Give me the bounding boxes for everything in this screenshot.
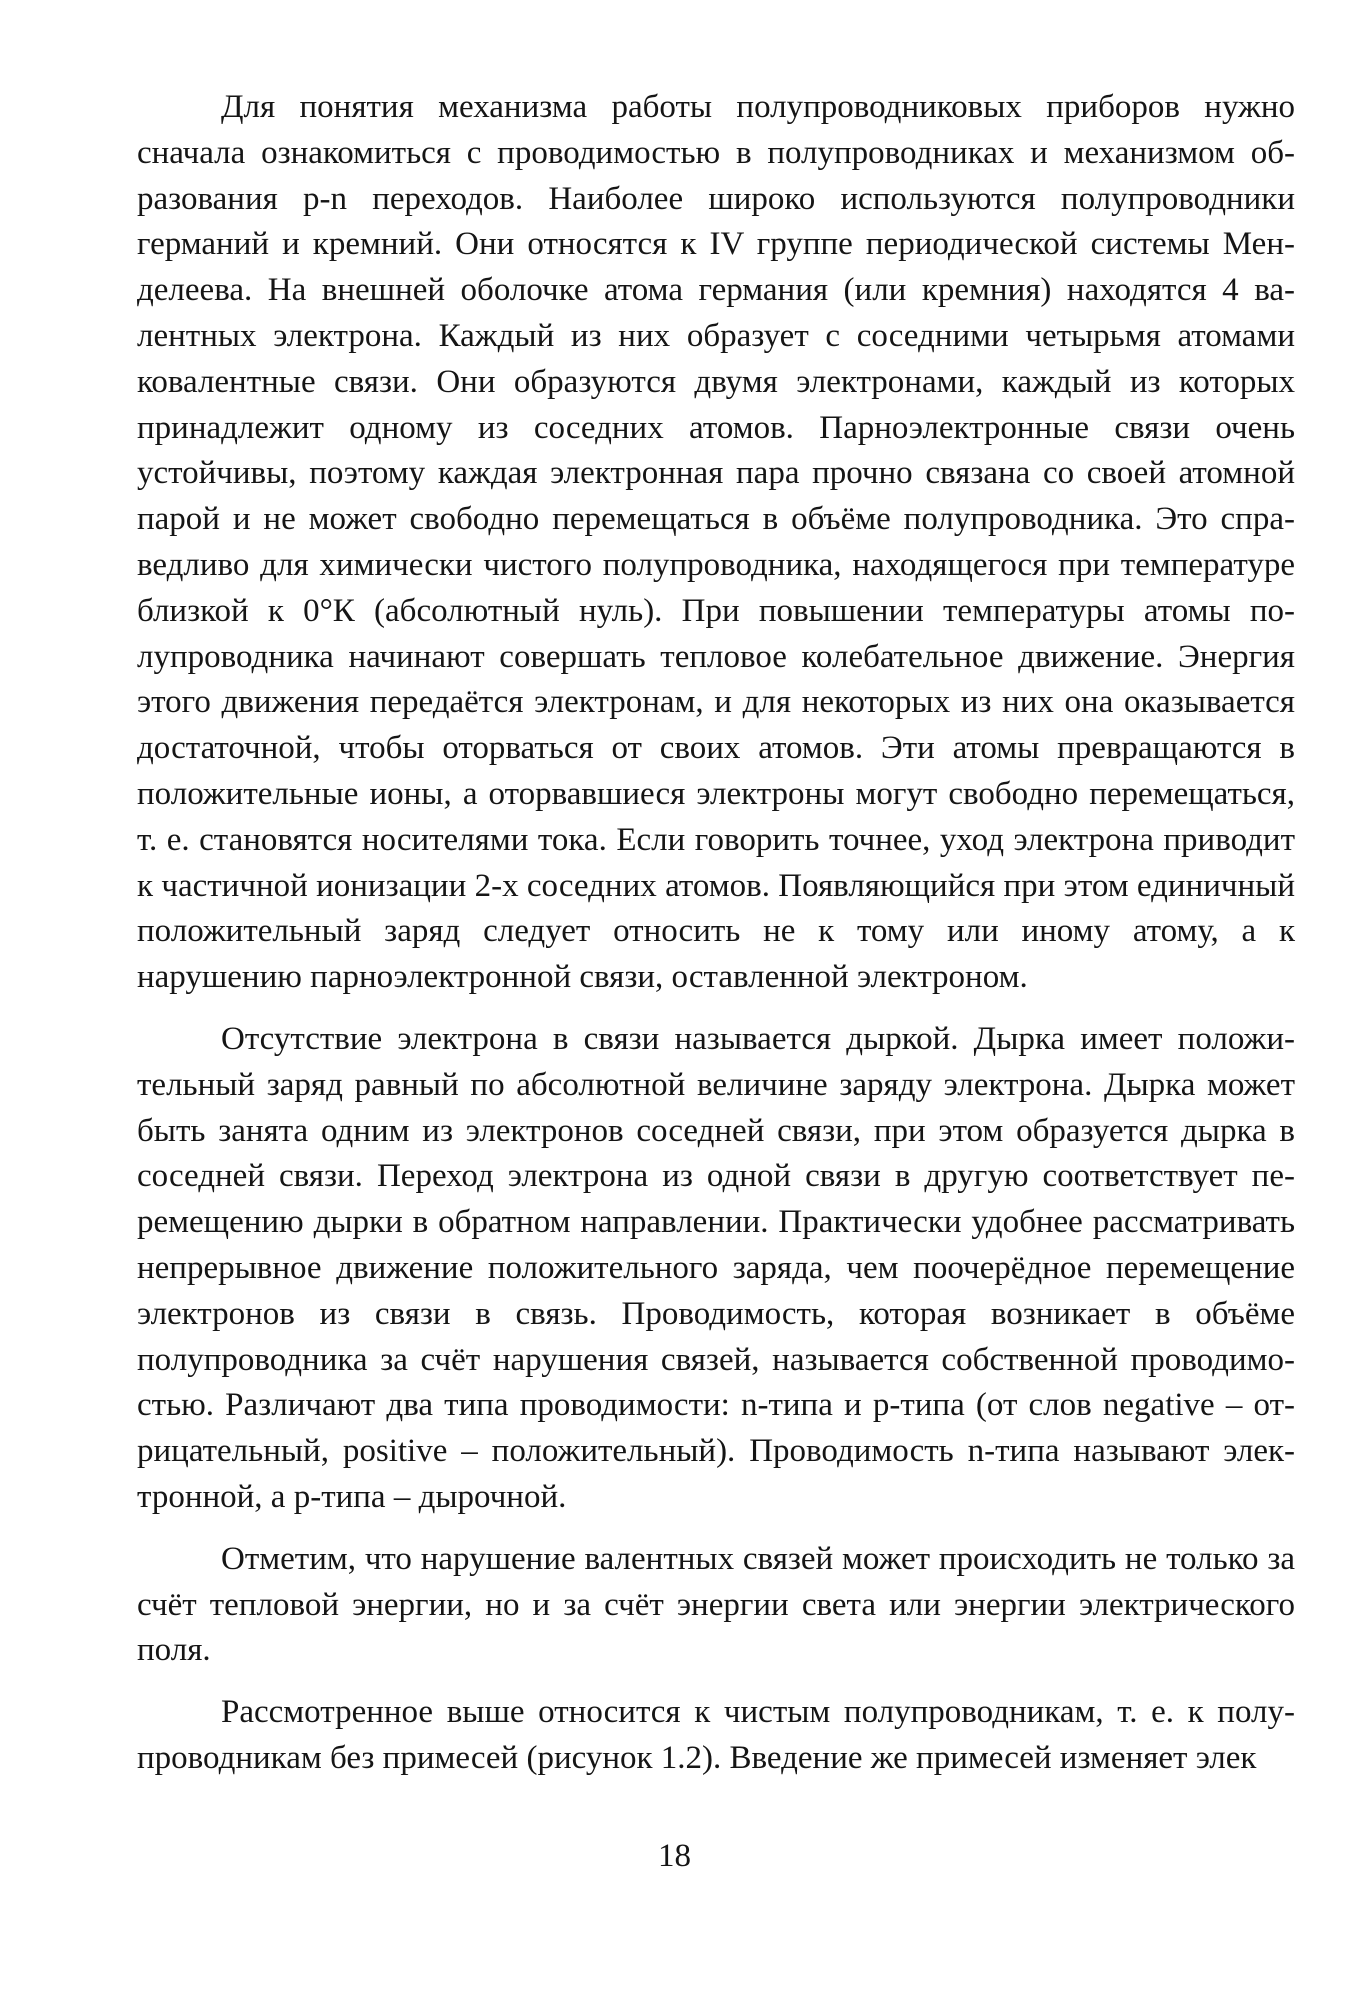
- page-number: 18: [658, 1838, 691, 1874]
- paragraph-3: Отметим, что нарушение валентных связей может происходить не только за счёт тепловой энергии, но и за счёт энергии света или энергии электрического поля.: [137, 1540, 1295, 1669]
- paragraph-4: Рассмотренное выше относится к чистым полупроводникам, т. е. к полупроводникам без примесей (рисунок 1.2). Введение же примесей изменяет элек: [137, 1694, 1295, 1776]
- paragraph-1: Для понятия механизма работы полупроводниковых приборов нужно сначала ознакомиться с проводимостью в полупроводниках и механизмом образования p-n переходов. Наиболее широко используются полупроводники германий и кремний. Они относятся к IV группе периодической системы Менделеева. На внешней оболочке атома германия (или кремния) находятся 4 валентных электрона. Каждый из них образует с соседними четырьмя атомами ковалентные связи. Они образуются двумя электронами, каждый из которых принадлежит одному из соседних атомов. Парноэлектронные связи очень устойчивы, поэтому каждая электронная пара прочно связана со своей атомной парой и не может свободно перемещаться в объёме полупроводника. Это справедливо для химически чистого полупроводника, находящегося при температуре близкой к 0°К (абсолютный нуль). При повышении температуры атомы полупроводника начинают совершать тепловое колебательное движение. Энергия этого движения передаётся электронам, и для некоторых из них она оказывается достаточной, чтобы оторваться от своих атомов. Эти атомы превращаются в положительные ионы, а оторвавшиеся электроны могут свободно перемещаться, т. е. становятся носителями тока. Если говорить точнее, уход электрона приводит к частичной ионизации 2-х соседних атомов. Появляющийся при этом единичный положительный заряд следует относить не к тому или иному атому, а к нарушению парноэлектронной связи, оставленной электроном.: [137, 89, 1295, 996]
- body-text: [137, 85, 1295, 1782]
- paragraph-2: Отсутствие электрона в связи называется дыркой. Дырка имеет положительный заряд равный по абсолютной величине заряду электрона. Дырка может быть занята одним из электронов соседней связи, при этом образуется дырка в соседней связи. Переход электрона из одной связи в другую соответствует перемещению дырки в обратном направлении. Практически удобнее рассматривать непрерывное движение положительного заряда, чем поочерёдное перемещение электронов из связи в связь. Проводимость, которая возникает в объёме полупроводника за счёт нарушения связей, называется собственной проводимостью. Различают два типа проводимости: n-типа и p-типа (от слов negative – отрицательный, positive – положительный). Проводимость n-типа называют электронной, а p-типа – дырочной.: [137, 1020, 1295, 1515]
